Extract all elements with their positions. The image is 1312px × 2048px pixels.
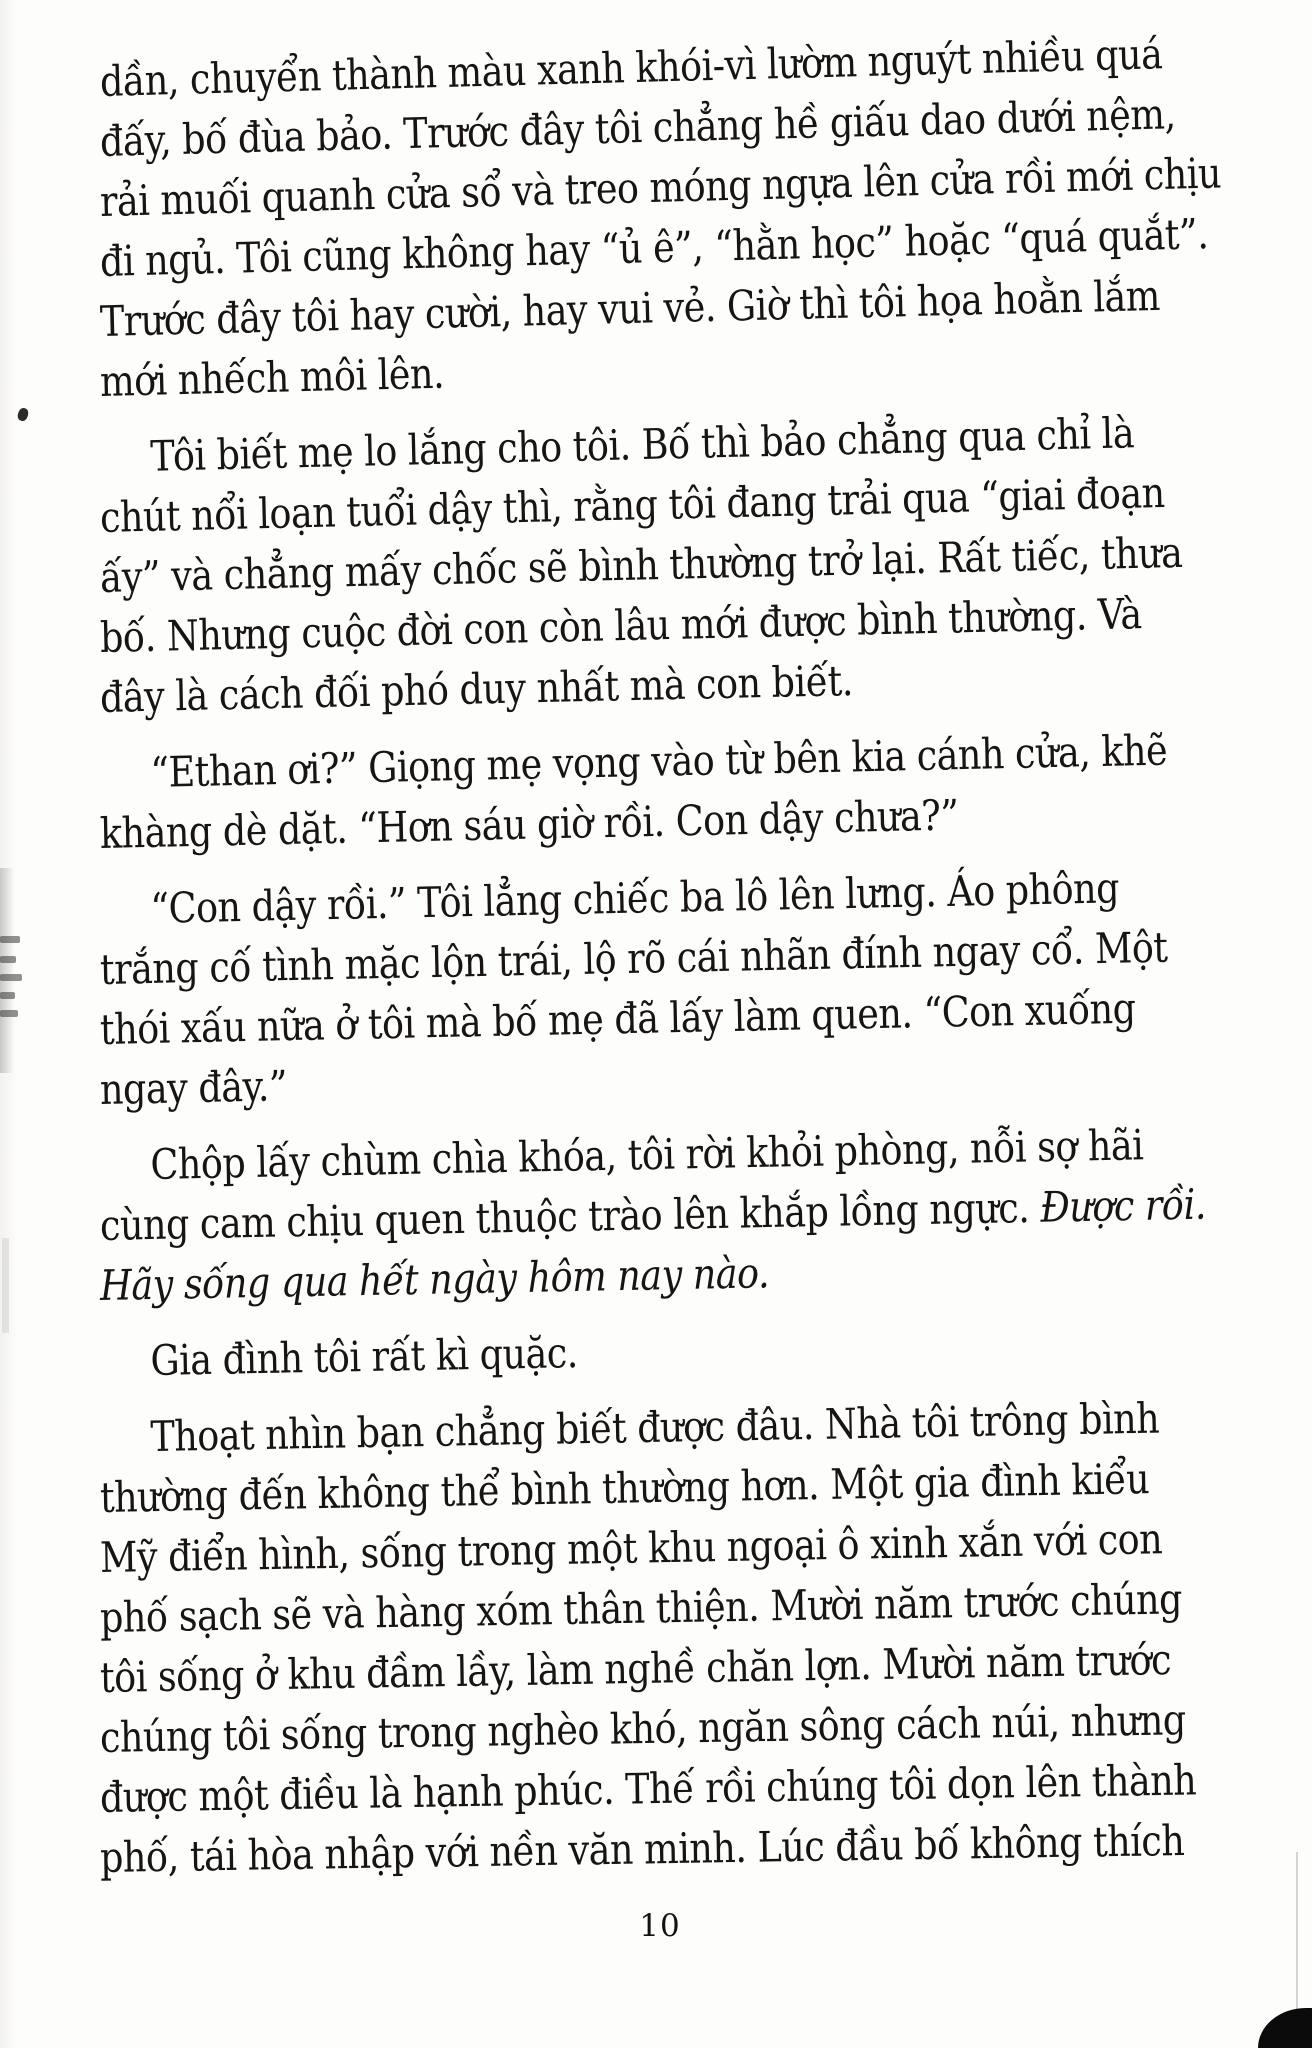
text-segment: Trước đây tôi hay cười, hay vui vẻ. Giờ thì tôi họa hoằn lắm <box>99 270 1161 346</box>
paragraph <box>99 1393 1245 1888</box>
text-segment: mới nhếch môi lên. <box>99 348 445 406</box>
scan-streak-dash <box>0 1010 18 1017</box>
text-segment: ấy” và chẳng mấy chốc sẽ bình thường trở lại. Rất tiếc, thưa <box>99 527 1183 602</box>
text-segment: phố sạch sẽ và hàng xóm thân thiện. Mười năm trước chúng <box>99 1574 1183 1642</box>
page-number: 10 <box>639 1908 681 1944</box>
paragraph <box>99 863 1245 1120</box>
text-segment: đấy, bố đùa bảo. Trước đây tôi chẳng hề giấu dao dưới nệm, <box>99 89 1177 166</box>
text-segment: trắng cố tình mặc lộn trái, lộ rõ cái nhãn đính ngay cổ. Một <box>99 922 1168 994</box>
text-segment: cùng cam chịu quen thuộc trào lên khắp lồng ngực. <box>99 1182 1041 1250</box>
scan-speck <box>16 407 30 422</box>
text-segment: chúng tôi sống trong nghèo khó, ngăn sông cách núi, nhưng <box>99 1695 1187 1762</box>
text-segment: được một điều là hạnh phúc. Thế rồi chúng tôi dọn lên thành <box>99 1755 1197 1822</box>
text-segment: tôi sống ở khu đầm lầy, làm nghề chăn lợn. Mười năm trước <box>99 1635 1172 1702</box>
text-line <box>99 1313 1096 1392</box>
scan-streak-dash <box>0 992 15 999</box>
corner-fold <box>1258 2008 1312 2048</box>
text-segment: khàng dè dặt. “Hơn sáu giờ rồi. Con dậy chưa?” <box>99 790 959 858</box>
text-segment: bố. Nhưng cuộc đời con còn lâu mới được bình thường. Và <box>99 589 1143 662</box>
text-segment: “Ethan ơi?” Giọng mẹ vọng vào từ bên kia cánh cửa, khẽ <box>149 725 1168 797</box>
text-segment: Mỹ điển hình, sống trong một khu ngoại ô xinh xắn với con <box>99 1514 1163 1582</box>
page-edge-shadow <box>1296 1852 1298 2017</box>
text-segment: Thoạt nhìn bạn chẳng biết được đâu. Nhà tôi trông bình <box>149 1393 1160 1462</box>
text-block <box>99 29 1245 1888</box>
text-segment: Hãy sống qua hết ngày hôm nay nào. <box>99 1248 770 1310</box>
text-segment: Gia đình tôi rất kì quặc. <box>149 1328 579 1386</box>
text-segment: Được rồi. <box>1039 1179 1207 1232</box>
text-segment: phố, tái hòa nhập với nền văn minh. Lúc đầu bố không thích <box>99 1815 1185 1882</box>
paragraph <box>99 29 1245 412</box>
text-segment: đây là cách đối phó duy nhất mà con biết. <box>99 656 854 722</box>
text-segment: Chộp lấy chùm chìa khóa, tôi rời khỏi phòng, nỗi sợ hãi <box>149 1120 1144 1189</box>
text-segment: Tôi biết mẹ lo lắng cho tôi. Bố thì bảo chẳng qua chỉ là <box>149 408 1135 481</box>
text-segment: ngay đây.” <box>99 1061 288 1114</box>
paragraph <box>99 725 1245 864</box>
text-segment: “Con dậy rồi.” Tôi lẳng chiếc ba lô lên lưng. Áo phông <box>149 863 1120 933</box>
scan-streak <box>2 1238 9 1333</box>
text-segment: thường đến không thể bình thường hơn. Một gia đình kiểu <box>99 1454 1150 1522</box>
paragraph <box>99 1120 1245 1316</box>
scan-streak-dash <box>0 974 22 981</box>
scan-streak-dash <box>0 936 20 943</box>
paragraph <box>99 408 1245 728</box>
scan-streak <box>0 868 14 1073</box>
text-segment: rải muối quanh cửa sổ và treo móng ngựa lên cửa rồi mới chịu <box>99 148 1222 226</box>
text-segment: dần, chuyển thành màu xanh khói-vì lườm nguýt nhiều quá <box>99 29 1163 106</box>
scan-streak-dash <box>0 956 16 963</box>
paragraph <box>100 1328 1245 1392</box>
text-segment: đi ngủ. Tôi cũng không hay “ủ ê”, “hằn học” hoặc “quá quắt”. <box>99 209 1209 286</box>
text-segment: chút nổi loạn tuổi dậy thì, rằng tôi đang trải qua “giai đoạn <box>99 467 1166 542</box>
text-segment: thói xấu nữa ở tôi mà bố mẹ đã lấy làm quen. “Con xuống <box>99 983 1136 1054</box>
